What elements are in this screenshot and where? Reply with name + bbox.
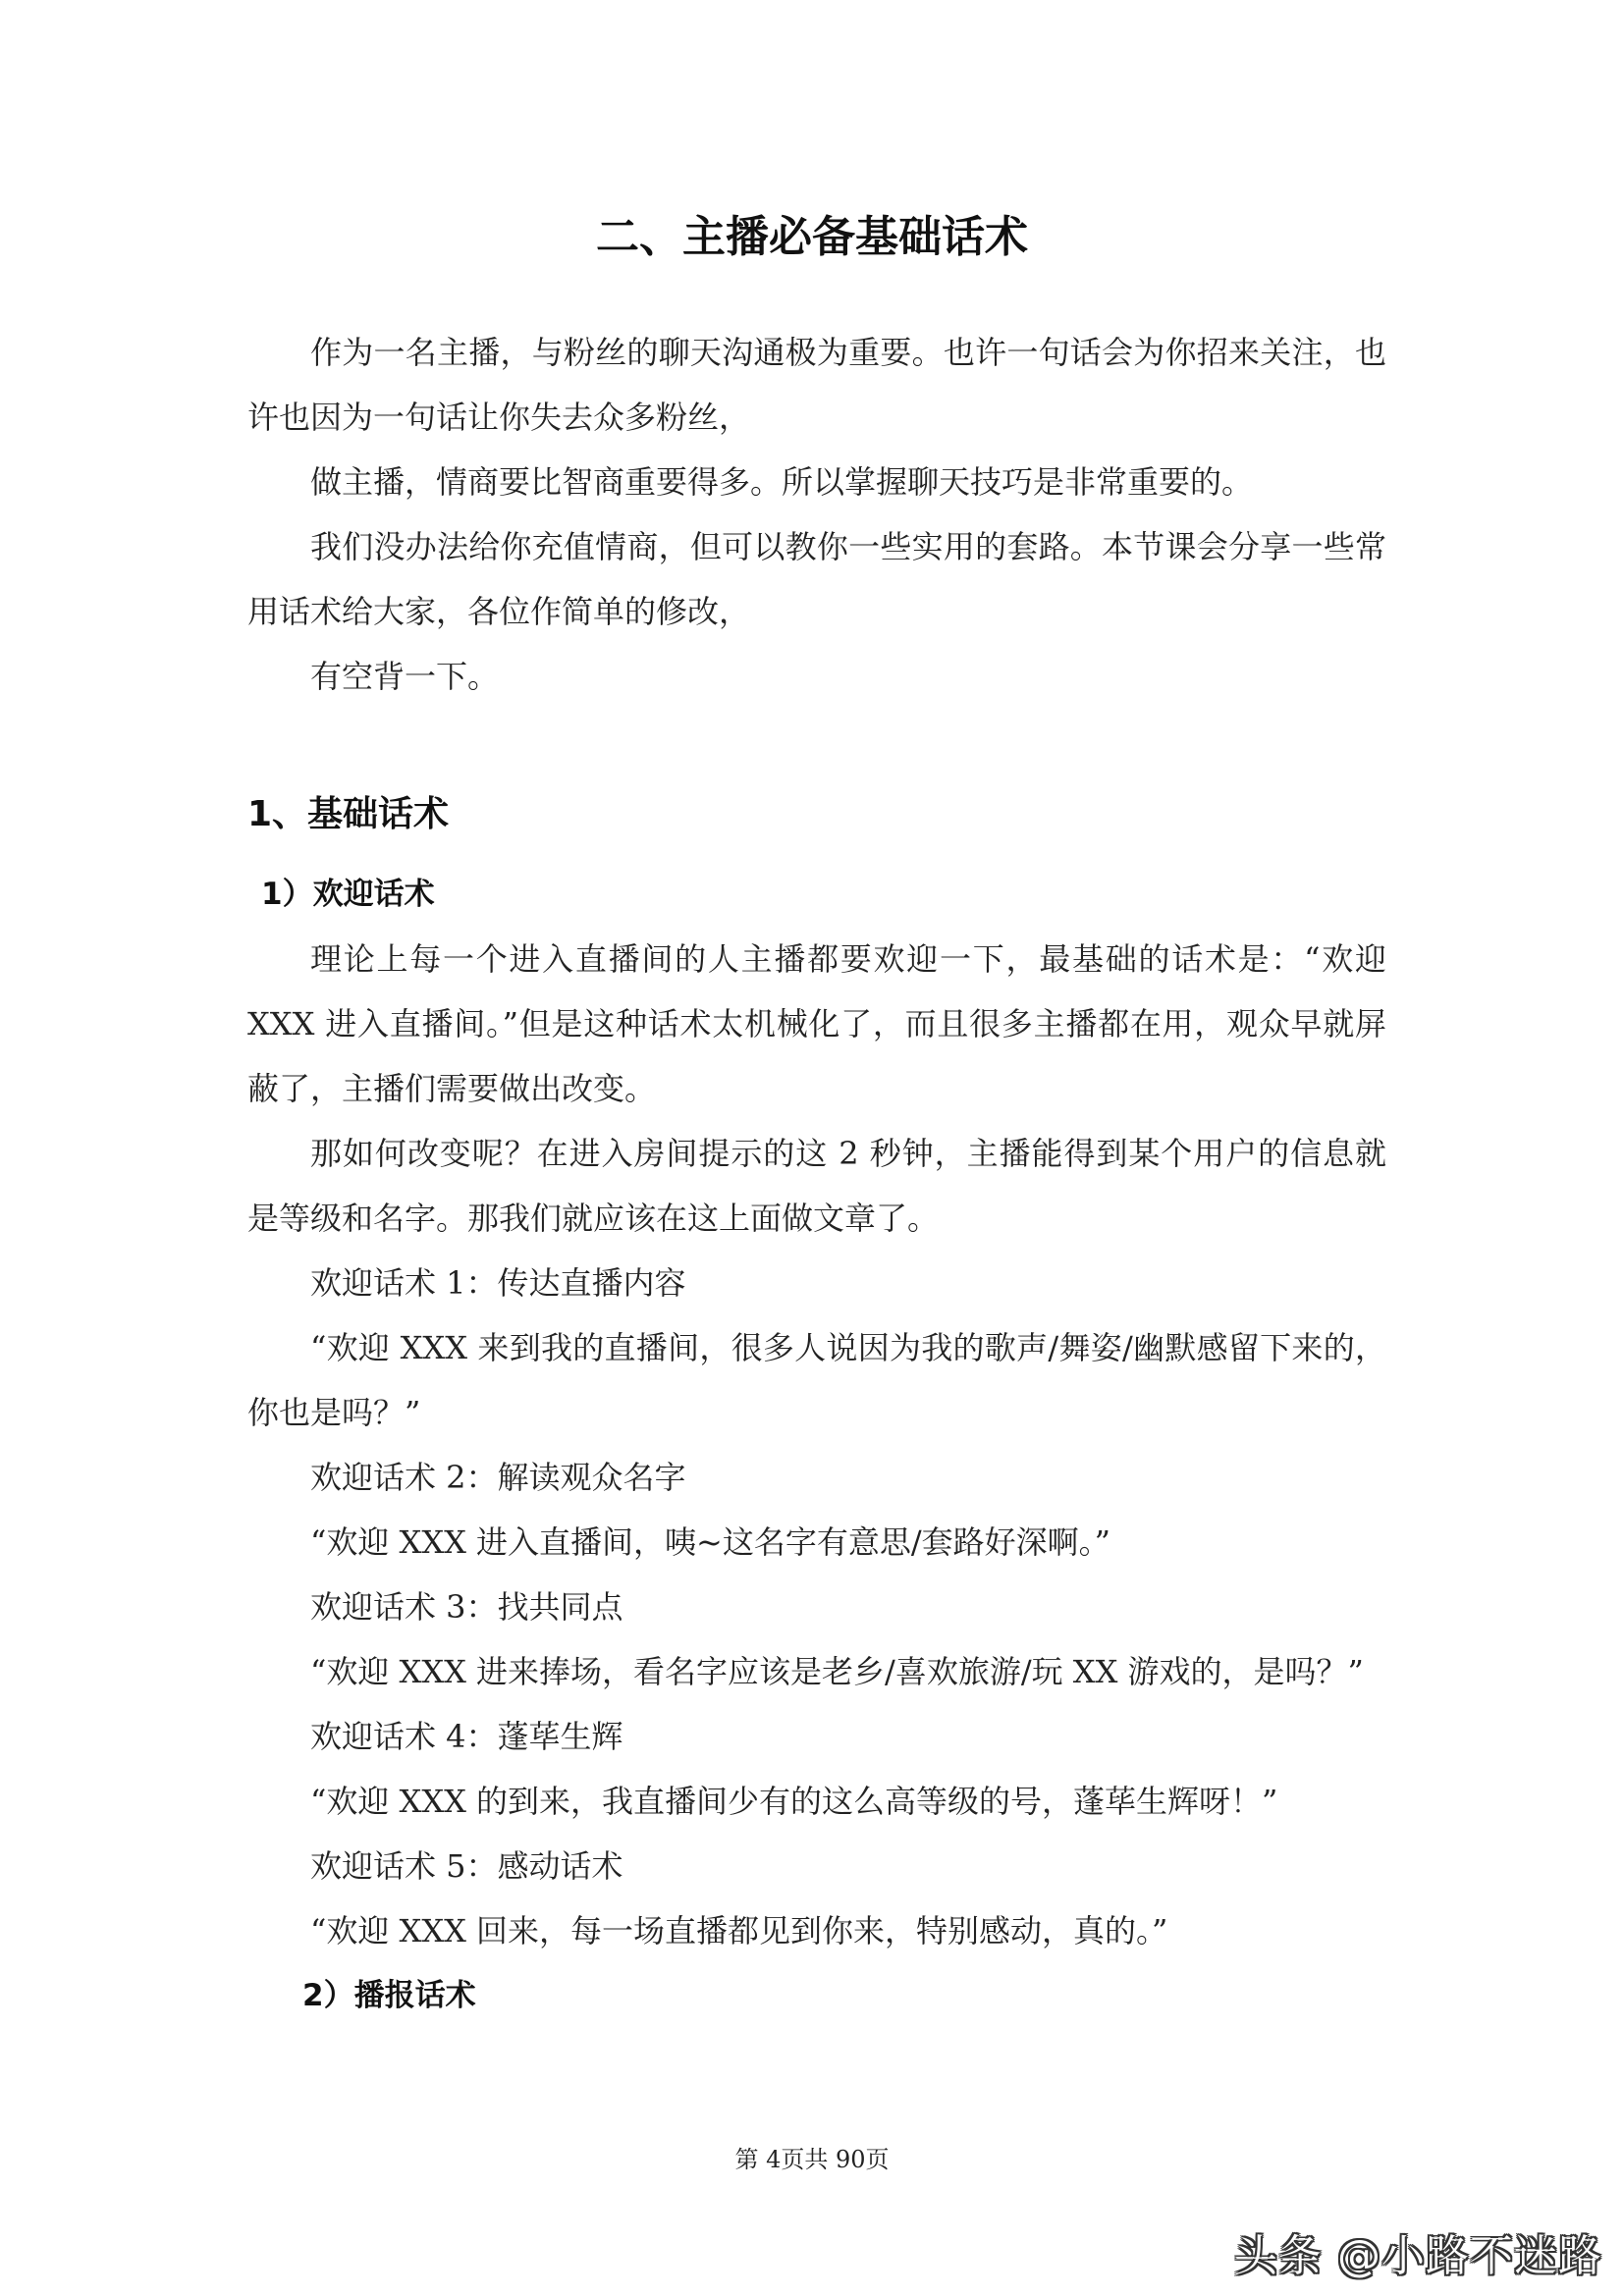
body-paragraph: 那如何改变呢？在进入房间提示的这 2 秒钟，主播能得到某个用户的信息就是等级和名字。那我们就应该在这上面做文章了。: [247, 1135, 1386, 1237]
intro-section: [247, 320, 1386, 709]
intro-paragraph: 作为一名主播，与粉丝的聊天沟通极为重要。也许一句话会为你招来关注，也许也因为一句话让你失去众多粉丝，: [247, 334, 1386, 436]
page-title: 二、主播必备基础话术: [596, 212, 1028, 262]
welcome-section: [247, 862, 1386, 2028]
welcome-script-label: 欢迎话术 1：传达直播内容: [310, 1264, 686, 1302]
welcome-script-label: 欢迎话术 2：解读观众名字: [310, 1459, 686, 1496]
section-heading: 1、基础话术: [247, 794, 450, 834]
subsection-heading: 2）播报话术: [302, 1978, 476, 2013]
page-footer: 第 4页共 90页: [734, 2146, 890, 2173]
welcome-script-label: 欢迎话术 4：蓬荜生辉: [310, 1718, 623, 1755]
welcome-script-text: “欢迎 XXX 的到来，我直播间少有的这么高等级的号，蓬荜生辉呀！”: [310, 1783, 1278, 1820]
intro-paragraph: 我们没办法给你充值情商，但可以教你一些实用的套路。本节课会分享一些常用话术给大家，各位作简单的修改，: [247, 528, 1386, 630]
intro-paragraph: 有空背一下。: [310, 658, 500, 695]
welcome-script-text: “欢迎 XXX 进来捧场，看名字应该是老乡/喜欢旅游/玩 XX 游戏的，是吗？”: [310, 1653, 1364, 1690]
welcome-script-text: “欢迎 XXX 进入直播间，咦~这名字有意思/套路好深啊。”: [310, 1523, 1111, 1561]
body-paragraph: 理论上每一个进入直播间的人主播都要欢迎一下，最基础的话术是：“欢迎 XXX 进入直播间。”但是这种话术太机械化了，而且很多主播都在用，观众早就屏蔽了，主播们需要做出改变。: [247, 940, 1386, 1107]
watermark: 头条 @小路不迷路: [1234, 2231, 1602, 2281]
welcome-script-label: 欢迎话术 3：找共同点: [310, 1588, 623, 1626]
subsection-heading: 1）欢迎话术: [261, 877, 435, 912]
intro-paragraph: 做主播，情商要比智商重要得多。所以掌握聊天技巧是非常重要的。: [310, 463, 1254, 501]
welcome-script-text: “欢迎 XXX 来到我的直播间，很多人说因为我的歌声/舞姿/幽默感留下来的，你也是吗？”: [247, 1329, 1386, 1431]
welcome-script-label: 欢迎话术 5：感动话术: [310, 1847, 623, 1885]
welcome-script-text: “欢迎 XXX 回来，每一场直播都见到你来，特别感动，真的。”: [310, 1912, 1168, 1949]
